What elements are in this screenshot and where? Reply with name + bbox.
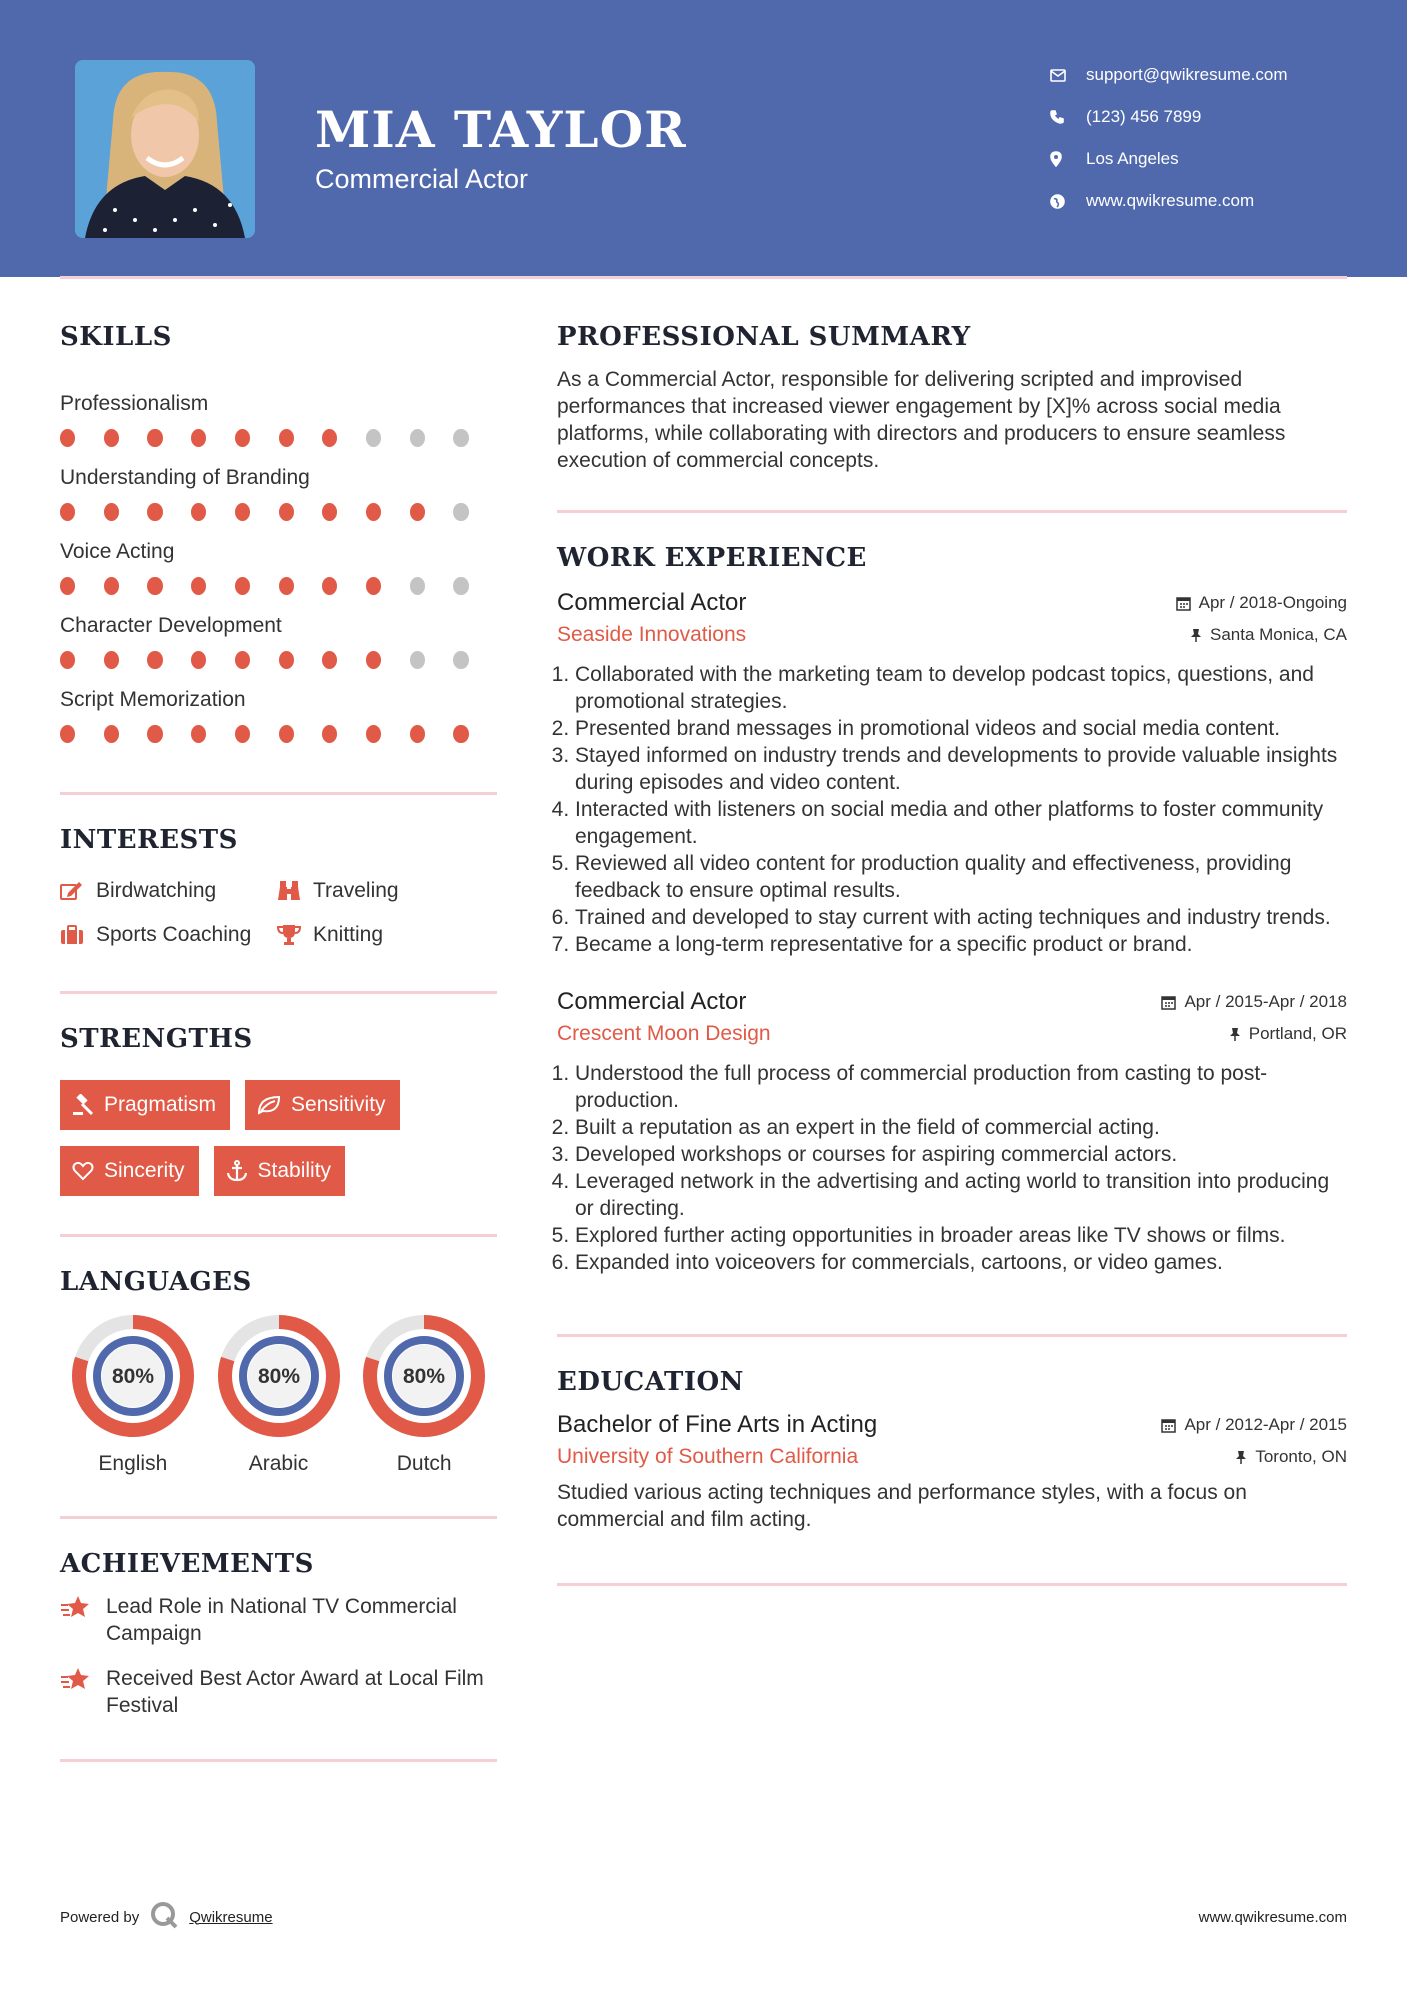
duty-item: 2. Built a reputation as an expert in the field of commercial acting. bbox=[575, 1114, 1347, 1141]
rating-dot bbox=[410, 503, 425, 521]
candidate-role: Commercial Actor bbox=[315, 164, 529, 194]
job-date bbox=[1161, 992, 1347, 1012]
skill-rating bbox=[60, 496, 497, 528]
rating-dot bbox=[147, 651, 162, 669]
skills-title: SKILLS bbox=[60, 322, 172, 352]
award-star-icon bbox=[60, 1593, 106, 1647]
powered-by-label: Powered by bbox=[60, 1908, 140, 1926]
duty-item: 2. Presented brand messages in promotional videos and social media content. bbox=[575, 715, 1347, 742]
phone-icon bbox=[1050, 110, 1086, 124]
job-title: Commercial Actor bbox=[557, 589, 747, 616]
rating-dot bbox=[366, 429, 381, 447]
job-company: Crescent Moon Design bbox=[557, 1022, 771, 1045]
trophy-icon bbox=[277, 924, 313, 946]
contact-location-text: Los Angeles bbox=[1086, 149, 1179, 168]
language-percent: 80% bbox=[257, 1365, 300, 1388]
achievement-text: Received Best Actor Award at Local Film Festival bbox=[106, 1667, 484, 1717]
rating-dot bbox=[60, 577, 75, 595]
edit-icon bbox=[60, 881, 96, 901]
rating-dot bbox=[60, 503, 75, 521]
rating-dot bbox=[410, 725, 425, 743]
rating-dot bbox=[322, 429, 337, 447]
rating-dot bbox=[191, 577, 206, 595]
job-entry bbox=[557, 589, 1347, 958]
brand-link[interactable]: Qwikresume bbox=[189, 1908, 273, 1926]
duty-item: 5. Reviewed all video content for production quality and effectiveness, providing feedback to ensure optimal results. bbox=[575, 850, 1347, 904]
job-date-text: Apr / 2018-Ongoing bbox=[1198, 593, 1347, 612]
language-item bbox=[60, 1315, 206, 1476]
rating-dot bbox=[235, 651, 250, 669]
interest-item bbox=[60, 923, 277, 947]
skill-name: Script Memorization bbox=[60, 688, 246, 711]
right-column bbox=[557, 322, 1347, 1586]
skill-name: Understanding of Branding bbox=[60, 466, 310, 489]
achievements-divider bbox=[60, 1759, 497, 1762]
rating-dot bbox=[410, 577, 425, 595]
job-location bbox=[1229, 1024, 1347, 1044]
rating-dot bbox=[366, 577, 381, 595]
language-ring bbox=[72, 1315, 194, 1437]
rating-dot bbox=[191, 429, 206, 447]
rating-dot bbox=[235, 577, 250, 595]
interests-divider bbox=[60, 991, 497, 994]
rating-dot bbox=[104, 429, 119, 447]
strength-label: Pragmatism bbox=[104, 1093, 217, 1116]
binoculars-icon bbox=[277, 880, 313, 902]
candidate-name: MIA TAYLOR bbox=[315, 100, 687, 159]
interest-label: Knitting bbox=[313, 923, 384, 946]
degree-title: Bachelor of Fine Arts in Acting bbox=[557, 1411, 878, 1438]
skill-rating bbox=[60, 718, 497, 750]
job-location-text: Portland, OR bbox=[1248, 1024, 1347, 1043]
language-name: Arabic bbox=[248, 1452, 309, 1475]
achievement-item bbox=[60, 1593, 497, 1647]
contact-phone-text: (123) 456 7899 bbox=[1086, 107, 1202, 126]
duty-item: 4. Interacted with listeners on social media and other platforms to foster community engagement. bbox=[575, 796, 1347, 850]
achievement-text: Lead Role in National TV Commercial Campaign bbox=[106, 1595, 457, 1645]
envelope-icon bbox=[1050, 69, 1086, 82]
award-star-icon bbox=[60, 1665, 106, 1719]
strengths-divider bbox=[60, 1234, 497, 1237]
language-ring bbox=[218, 1315, 340, 1437]
job-location-text: Santa Monica, CA bbox=[1209, 625, 1347, 644]
education-location-text: Toronto, ON bbox=[1255, 1447, 1347, 1466]
summary-text: As a Commercial Actor, responsible for delivering scripted and improvised performances that increased viewer engagement by [X]% across social media platforms, while collaborating with directors and producers to ensure seamless execution of commercial concepts. bbox=[557, 368, 1286, 472]
pushpin-icon bbox=[1229, 1027, 1241, 1042]
strengths-list bbox=[60, 1080, 460, 1196]
education-divider bbox=[557, 1583, 1347, 1586]
languages-list bbox=[60, 1315, 497, 1476]
rating-dot bbox=[453, 503, 468, 521]
rating-dot bbox=[104, 651, 119, 669]
strength-tag bbox=[60, 1146, 199, 1196]
rating-dot bbox=[279, 577, 294, 595]
rating-dot bbox=[322, 503, 337, 521]
calendar-icon bbox=[1176, 596, 1191, 611]
duty-item: 1. Collaborated with the marketing team to develop podcast topics, questions, and promotional strategies. bbox=[575, 661, 1347, 715]
interests-list bbox=[60, 879, 497, 947]
rating-dot bbox=[147, 725, 162, 743]
achievements-list bbox=[60, 1593, 497, 1719]
rating-dot bbox=[60, 725, 75, 743]
experience-title: WORK EXPERIENCE bbox=[557, 543, 867, 573]
map-pin-icon bbox=[1050, 151, 1086, 167]
strength-label: Stability bbox=[257, 1159, 332, 1182]
duty-item: 1. Understood the full process of commercial production from casting to post-production. bbox=[575, 1060, 1347, 1114]
footer-url[interactable]: www.qwikresume.com bbox=[1198, 1908, 1347, 1926]
strength-tag bbox=[245, 1080, 400, 1130]
briefcase-icon bbox=[60, 925, 96, 945]
rating-dot bbox=[147, 429, 162, 447]
rating-dot bbox=[366, 651, 381, 669]
rating-dot bbox=[322, 577, 337, 595]
skills-list bbox=[60, 392, 497, 750]
summary-title: PROFESSIONAL SUMMARY bbox=[557, 322, 971, 352]
rating-dot bbox=[279, 725, 294, 743]
qwikresume-logo-icon bbox=[149, 1900, 179, 1934]
education-description: Studied various acting techniques and performance styles, with a focus on commercial and film acting. bbox=[557, 1481, 1247, 1531]
language-name: Dutch bbox=[396, 1452, 452, 1475]
duty-item: 5. Explored further acting opportunities in broader areas like TV shows or films. bbox=[575, 1222, 1347, 1249]
powered-by bbox=[60, 1900, 273, 1934]
globe-icon bbox=[1050, 194, 1086, 209]
rating-dot bbox=[453, 651, 468, 669]
language-item bbox=[351, 1315, 497, 1476]
rating-dot bbox=[279, 429, 294, 447]
skills-divider bbox=[60, 792, 497, 795]
calendar-icon bbox=[1161, 995, 1176, 1010]
education-date-text: Apr / 2012-Apr / 2015 bbox=[1184, 1415, 1347, 1434]
calendar-icon bbox=[1161, 1418, 1176, 1433]
job-title: Commercial Actor bbox=[557, 988, 747, 1015]
rating-dot bbox=[104, 577, 119, 595]
leaf-icon bbox=[257, 1095, 281, 1115]
page-footer bbox=[60, 1900, 1347, 1934]
rating-dot bbox=[147, 577, 162, 595]
rating-dot bbox=[191, 651, 206, 669]
left-column bbox=[60, 322, 497, 1762]
contact-phone[interactable] bbox=[1050, 96, 1288, 138]
pushpin-icon bbox=[1190, 628, 1202, 643]
skill-rating bbox=[60, 570, 497, 602]
rating-dot bbox=[366, 503, 381, 521]
duty-item: 6. Expanded into voiceovers for commercials, cartoons, or video games. bbox=[575, 1249, 1347, 1276]
duty-item: 4. Leveraged network in the advertising and acting world to transition into producing or directing. bbox=[575, 1168, 1347, 1222]
education-title: EDUCATION bbox=[557, 1367, 744, 1397]
interest-item bbox=[277, 923, 477, 947]
contact-website-text: www.qwikresume.com bbox=[1086, 191, 1255, 210]
school-name: University of Southern California bbox=[557, 1445, 859, 1468]
duty-item: 6. Trained and developed to stay current with acting techniques and industry trends. bbox=[575, 904, 1347, 931]
job-duties bbox=[557, 661, 1347, 958]
education-entry bbox=[557, 1411, 1347, 1533]
rating-dot bbox=[279, 503, 294, 521]
skill-name: Professionalism bbox=[60, 392, 209, 415]
contact-list bbox=[1050, 54, 1288, 222]
language-percent: 80% bbox=[111, 1365, 154, 1388]
job-date-text: Apr / 2015-Apr / 2018 bbox=[1184, 992, 1347, 1011]
rating-dot bbox=[410, 651, 425, 669]
interest-item bbox=[277, 879, 477, 903]
skill-rating bbox=[60, 422, 497, 454]
interest-label: Birdwatching bbox=[96, 879, 217, 902]
duty-item: 3. Developed workshops or courses for aspiring commercial actors. bbox=[575, 1141, 1347, 1168]
strength-tag bbox=[214, 1146, 346, 1196]
strengths-title: STRENGTHS bbox=[60, 1024, 253, 1054]
achievement-item bbox=[60, 1665, 497, 1719]
rating-dot bbox=[104, 503, 119, 521]
rating-dot bbox=[322, 651, 337, 669]
strength-label: Sincerity bbox=[104, 1159, 185, 1182]
language-ring bbox=[363, 1315, 485, 1437]
duty-item: 3. Stayed informed on industry trends and developments to provide valuable insights during episodes and video content. bbox=[575, 742, 1347, 796]
languages-divider bbox=[60, 1516, 497, 1519]
language-name: English bbox=[98, 1452, 168, 1475]
contact-email[interactable] bbox=[1050, 54, 1288, 96]
job-company: Seaside Innovations bbox=[557, 623, 747, 646]
rating-dot bbox=[191, 503, 206, 521]
job-location bbox=[1190, 625, 1347, 645]
heart-icon bbox=[72, 1161, 94, 1181]
languages-title: LANGUAGES bbox=[60, 1267, 252, 1297]
contact-email-text: support@qwikresume.com bbox=[1086, 65, 1288, 84]
rating-dot bbox=[279, 651, 294, 669]
duty-item: 7. Became a long-term representative for a specific product or brand. bbox=[575, 931, 1347, 958]
rating-dot bbox=[453, 429, 468, 447]
rating-dot bbox=[104, 725, 119, 743]
rating-dot bbox=[322, 725, 337, 743]
rating-dot bbox=[60, 429, 75, 447]
rating-dot bbox=[235, 725, 250, 743]
strength-label: Sensitivity bbox=[291, 1093, 386, 1116]
rating-dot bbox=[453, 577, 468, 595]
contact-location bbox=[1050, 138, 1288, 180]
job-duties bbox=[557, 1060, 1347, 1276]
language-percent: 80% bbox=[403, 1365, 446, 1388]
pushpin-icon bbox=[1235, 1450, 1247, 1465]
rating-dot bbox=[60, 651, 75, 669]
rating-dot bbox=[410, 429, 425, 447]
rating-dot bbox=[453, 725, 468, 743]
skill-name: Voice Acting bbox=[60, 540, 175, 563]
language-item bbox=[206, 1315, 352, 1476]
rating-dot bbox=[366, 725, 381, 743]
profile-photo bbox=[75, 60, 255, 238]
summary-divider bbox=[557, 510, 1347, 513]
header-divider bbox=[60, 276, 1347, 279]
job-date bbox=[1176, 593, 1347, 613]
education-date bbox=[1161, 1415, 1347, 1435]
job-entry bbox=[557, 988, 1347, 1276]
strength-tag bbox=[60, 1080, 230, 1130]
interest-label: Traveling bbox=[313, 879, 399, 902]
rating-dot bbox=[147, 503, 162, 521]
resume-header bbox=[0, 0, 1407, 277]
anchor-icon bbox=[226, 1160, 248, 1182]
gavel-icon bbox=[72, 1094, 94, 1116]
skill-name: Character Development bbox=[60, 614, 282, 637]
rating-dot bbox=[235, 503, 250, 521]
interest-label: Sports Coaching bbox=[96, 923, 252, 946]
interest-item bbox=[60, 879, 277, 903]
experience-divider bbox=[557, 1334, 1347, 1337]
interests-title: INTERESTS bbox=[60, 825, 238, 855]
rating-dot bbox=[235, 429, 250, 447]
contact-website[interactable] bbox=[1050, 180, 1288, 222]
achievements-title: ACHIEVEMENTS bbox=[60, 1549, 314, 1579]
rating-dot bbox=[191, 725, 206, 743]
education-location bbox=[1235, 1447, 1347, 1467]
skill-rating bbox=[60, 644, 497, 676]
